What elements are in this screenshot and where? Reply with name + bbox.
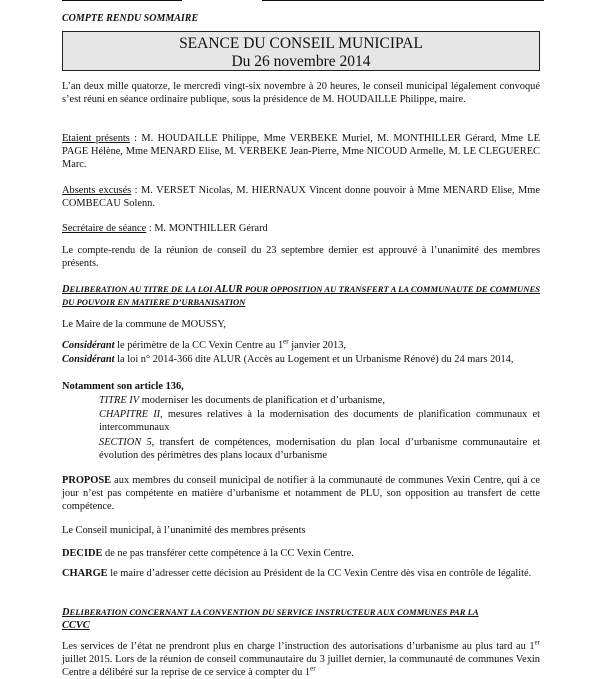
notamment-line: Notamment son article 136, xyxy=(62,381,184,392)
section-1-heading: DELIBERATION AU TITRE DE LA LOI ALUR POUR OPPOSITION AU TRANSFERT A LA COMMUNAUTE DE COMMUNES DU POUVOIR EN MATIERE D’URBANISATION xyxy=(62,284,540,307)
approval-paragraph: Le compte-rendu de la réunion de conseil du 23 septembre dernier est approuvé à l’unanimité des membres présents. xyxy=(62,245,540,269)
secretaire-paragraph xyxy=(62,222,540,235)
section-2-body: Les services de l’état ne prendront plus en charge l’instruction des autorisations d’urbanisme au plus tard au 1er juillet 2015. Lors de la réunion de conseil communautaire du 3 juillet dernier, la communauté de communes Vexin Centre a délibéré sur la reprise de ce service à compter du 1er xyxy=(62,638,540,678)
considerant-1: Considérant le périmètre de la CC Vexin Centre au 1er janvier 2013, xyxy=(62,337,347,351)
charge-paragraph: CHARGE le maire d’adresser cette décision au Président de la CC Vexin Centre dès visa en contrôle de légalité. xyxy=(62,568,532,579)
section-2-heading: DELIBERATION CONCERNANT LA CONVENTION DU SERVICE INSTRUCTEUR AUX COMMUNES PAR LA CCVC xyxy=(62,607,479,631)
titre-iv-line: TITRE IV moderniser les documents de planification et d’urbanisme, xyxy=(99,395,385,406)
conseil-line: Le Conseil municipal, à l’unanimité des membres présents xyxy=(62,525,306,536)
title-box xyxy=(62,31,540,71)
maire-line: Le Maire de la commune de MOUSSY, xyxy=(62,319,227,330)
title-line-1: SEANCE DU CONSEIL MUNICIPAL xyxy=(179,35,423,52)
absents-paragraph xyxy=(62,184,540,210)
secretaire-text: : M. MONTHILLER Gérard xyxy=(146,223,268,234)
propose-paragraph: PROPOSE aux membres du conseil municipal de notifier à la communauté de communes Vexin Centre, qui à ce jour n’est pas compétente en matière d’urbanisme et notamment de PLU, son opposition au transfert de cette compétence. xyxy=(62,475,540,512)
intro-paragraph: L’an deux mille quatorze, le mercredi vingt-six novembre à 20 heures, le conseil municipal légalement convoqué s’est réuni en séance ordinaire publique, sous la présidence de M. HOUDAILLE Philippe, maire. xyxy=(62,81,540,105)
section-5-line: SECTION 5, transfert de compétences, modernisation du plan local d’urbanisme communautaire et évolution des périmètres des plans locaux d’urbanisme xyxy=(99,437,540,461)
secretaire-label: Secrétaire de séance xyxy=(62,223,147,234)
top-rule xyxy=(62,0,182,1)
presents-label: Etaient présents xyxy=(62,133,130,144)
document-kicker: COMPTE RENDU SOMMAIRE xyxy=(62,13,199,24)
top-rule xyxy=(262,0,544,1)
decide-line: DECIDE de ne pas transférer cette compétence à la CC Vexin Centre. xyxy=(62,548,354,559)
considerant-2: Considérant la loi n° 2014-366 dite ALUR (Accès au Logement et un Urbanisme Rénové) du 24 mars 2014, xyxy=(62,354,514,365)
presents-paragraph xyxy=(62,132,540,171)
chapitre-ii-line: CHAPITRE II, mesures relatives à la modernisation des documents de planification communaux et intercommunaux xyxy=(99,409,540,433)
absents-label: Absents excusés xyxy=(62,185,132,196)
title-line-2: Du 26 novembre 2014 xyxy=(231,53,371,70)
absents-text: : M. VERSET Nicolas, M. HIERNAUX Vincent donne pouvoir à Mme MENARD Elise, Mme COMBECAU Solenn. xyxy=(62,185,540,209)
presents-text: : M. HOUDAILLE Philippe, Mme VERBEKE Muriel, M. MONTHILLER Gérard, Mme LE PAGE Hélène, Mme MENARD Elise, M. VERBEKE Jean-Pierre, Mme NICOUD Armelle, M. LE CLEGUEREC Marc. xyxy=(62,133,540,170)
